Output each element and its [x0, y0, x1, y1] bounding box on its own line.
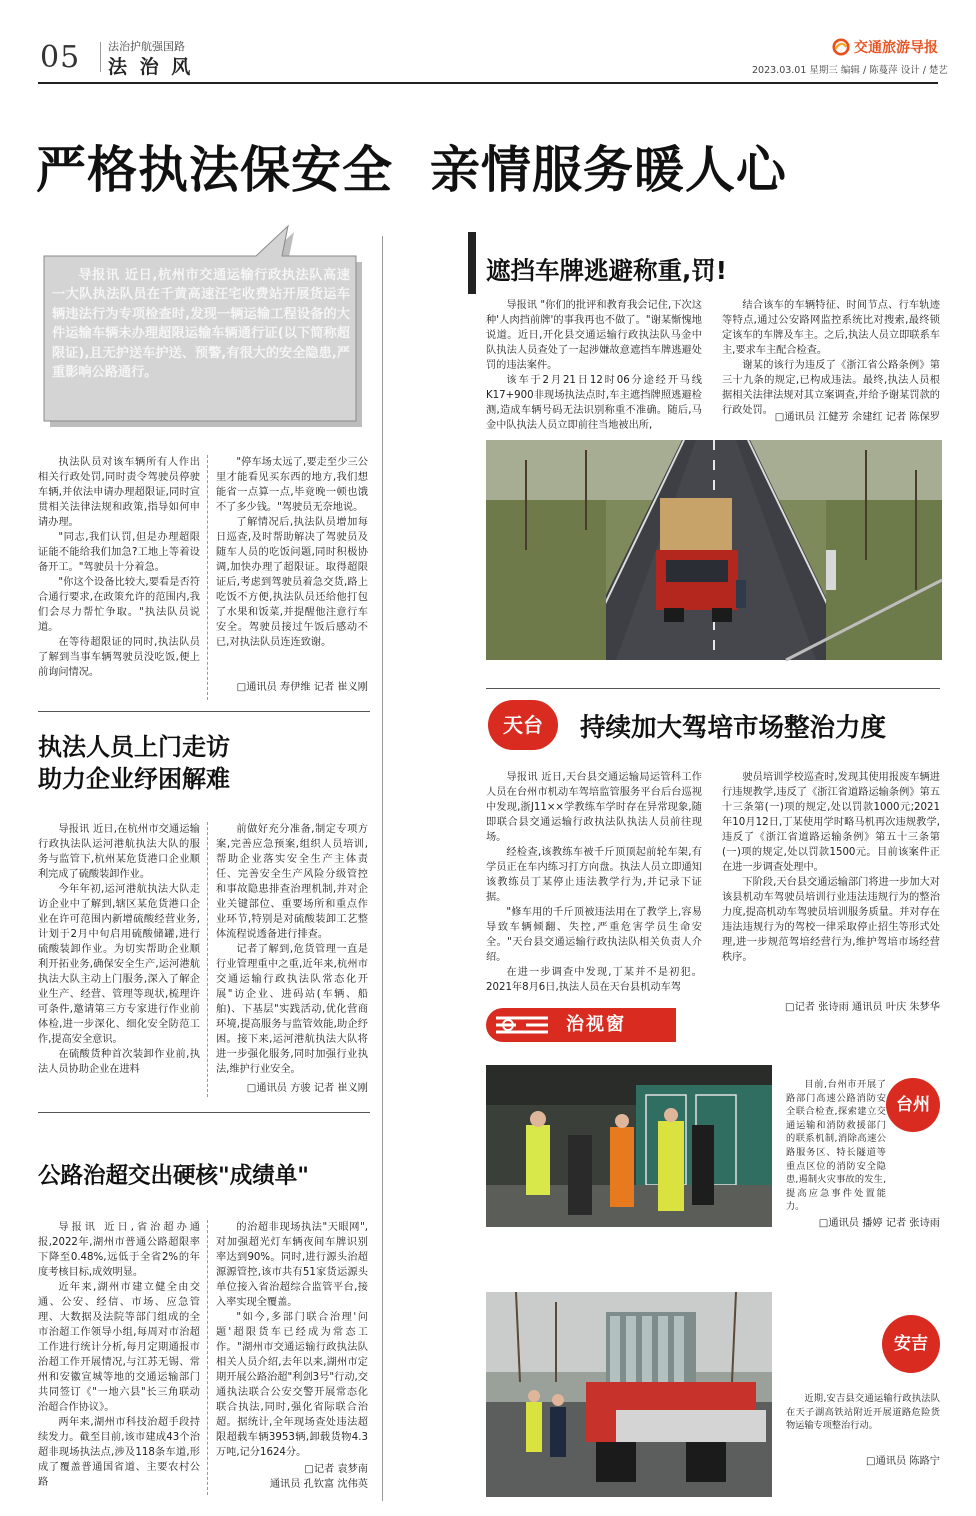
photo-window-icon	[486, 1008, 558, 1042]
story5-paragraph: 下阶段,天台县交通运输部门将进一步加大对该县机动车驾驶员培训行业违法违规行为的整治力度,提高机动车驾驶员培训服务质量。并对存在违法违规行为的驾校一律采取停止招生等形式处理,进一步规范驾培经营行为,维护驾培市场经营秩序。	[722, 877, 940, 963]
story1-paragraph: 了解情况后,执法队员增加每日巡查,及时帮助解决了驾驶员及随车人员的吃饭问题,同时积极协调,加快办理了超限证。取得超限证后,考虑到驾驶员着急交货,路上吃饭不方便,执法队员还给他打包了水果和饭菜,并提醒他注意行车安全。驾驶员接过午饭后感动不已,对执法队员连连致谢。	[216, 517, 368, 648]
story3-credit	[216, 1462, 368, 1492]
hazmat-truck-photo	[486, 1292, 772, 1497]
taizhou-text: 目前,台州市开展了路部门高速公路消防安全联合检查,探索建立交通运输和消防救援部门的联系机制,消除高速公路服务区、特长隧道等重点区位的消防安全隐患,遏制火灾事故的发生,提高应急事件处置能力。	[786, 1079, 886, 1213]
story5-credit: □记者 张诗雨 通讯员 叶庆 朱梦华	[784, 1002, 940, 1013]
story2-paragraph: 今年年初,运河港航执法大队走访企业中了解到,辖区某危货港口企业在许可范围内新增硫酸经营业务,计划于2月中旬启用硫酸储罐,进行硫酸装卸作业。为切实帮助企业顺利开拓业务,确保安全生产,运河港航执法大队主动上门服务,深入了解企业生产、经营、管理等现状,梳理许可条件,邀请第三方专家进行作业前体检,进一步深化、细化安全防范工作,提高安全意识。	[38, 884, 200, 1045]
story4-title: 遮挡车牌逃避称重,罚!	[486, 256, 727, 285]
story4-paragraph: 结合该车的车辆特征、时间节点、行车轨迹等特点,通过公安路网监控系统比对搜索,最终锁定该车的车牌及车主。之后,执法人员立即联系车主,要求车主配合检查。	[722, 300, 940, 356]
story3-paragraph: "如今,多部门联合治理'问题'超限货车已经成为常态工作。"湖州市交通运输行政执法队相关人员介绍,去年以来,湖州市定期开展公路治超"利剑3号"行动,交通执法联合公安交警开展常态化联合执法,同时,强化省际联合治超。据统计,全年现场查处违法超限超载车辆3953辆,卸载货物4.3万吨,记分1624分。	[216, 1312, 368, 1458]
story4-paragraph: 导报讯 "你们的批评和教育我会记住,下次这种'人肉挡前牌'的事我再也不做了。"谢某惭愧地说道。近日,开化县交通运输行政执法队马金中队执法人员查处了一起涉嫌故意遮挡车牌逃避处罚的违法案件。	[486, 300, 702, 371]
story1-paragraph: "同志,我们认罚,但是办理超限证能不能给我们加急?工地上等着设备开工。"驾驶员十分着急。	[38, 532, 200, 573]
story2-title-line: 执法人员上门走访	[38, 733, 230, 761]
story3-title: 公路治超交出硬核"成绩单"	[38, 1163, 309, 1189]
story2-paragraph: 前做好充分准备,制定专项方案,完善应急预案,组织人员培训,帮助企业落实安全生产主体责任、完善安全生产风险分级管控和事故隐患排查治理机制,并对企业关键部位、重要场所和重点作业环节,特别是对硫酸装卸工艺整体流程说透备进行排查。	[216, 824, 368, 940]
story1-col2	[216, 455, 368, 675]
story1-credit: □通讯员 寿伊维 记者 崔义刚	[236, 682, 368, 693]
page-number: 05	[40, 40, 81, 75]
story4-col2	[722, 298, 940, 416]
story2-col1	[38, 822, 200, 1102]
story4-credit: □通讯员 江健芳 余建红 记者 陈保罗	[774, 412, 940, 423]
story3-col1	[38, 1220, 200, 1498]
story5-title: 持续加大驾培市场整治力度	[580, 713, 887, 743]
story3-col2	[216, 1220, 368, 1460]
story3-paragraph: 导报讯 近日,省治超办通报,2022年,湖州市普通公路超限率下降至0.48%,远低于全省2%的年度考核目标,成效明显。	[38, 1222, 200, 1278]
section-title: 法 治 风	[108, 56, 194, 78]
story4-paragraph: 谢某的该行为违反了《浙江省公路条例》第三十九条的规定,已构成违法。最终,执法人员根据相关法律法规对其立案调查,并给予谢某罚款的行政处罚。	[722, 360, 940, 416]
story1-col1	[38, 455, 200, 695]
story1-paragraph: "你这个设备比较大,要看是否符合通行要求,在政策允许的范围内,我们会尽力帮忙争取。"执法队员说道。	[38, 577, 200, 633]
main-headline: 严格执法保安全 亲情服务暖人心	[36, 141, 787, 199]
brand-logo-text: 交通旅游导报	[854, 40, 938, 56]
tiantai-badge: 天台	[488, 700, 558, 750]
story2-paragraph: 在硫酸货种首次装卸作业前,执法人员协助企业在进料	[38, 1049, 200, 1075]
date-line: 2023.03.01 星期三 编辑 / 陈蔓萍 设计 / 楚艺	[752, 65, 948, 76]
brand-logo-icon	[832, 38, 850, 56]
story1-paragraph: 在等待超限证的同时,执法队员了解到当事车辆驾驶员没吃饭,便上前询问情况。	[38, 637, 200, 678]
lead-text: 导报讯 近日,杭州市交通运输行政执法队高速一大队执法队员在千黄高速汪宅收费站开展货运车辆违法行为专项检查时,发现一辆运输工程设备的大件运输车辆未办理超限运输车辆通行证(以下简称超限证),且无护送车护送、预警,有很大的安全隐患,严重影响公路通行。	[52, 268, 350, 381]
brand-logo	[832, 36, 952, 58]
taizhou-badge: 台州	[886, 1078, 940, 1132]
story5-paragraph: 在进一步调查中发现,丁某并不是初犯。2021年8月6日,执法人员在天台县机动车驾	[486, 967, 702, 993]
truck-road-photo	[486, 440, 942, 660]
story3-paragraph: 近年来,湖州市建立健全由交通、公安、经信、市场、应急管理、大数据及法院等部门组成的全市治超工作领导小组,每周对市治超工作进行统计分析,每月定期通报市治超工作开展情况,与江苏无锡、常州和安徽宣城等地的交通运输部门共同签订《"一地六县"长三角联动治超合作协议》。	[38, 1282, 200, 1413]
story5-paragraph: "修车用的千斤顶被违法用在了教学上,容易导致车辆倾翻、失控,严重危害学员生命安全。"天台县交通运输行政执法队相关负责人介绍。	[486, 907, 702, 963]
story2-paragraph: 记者了解到,危货管理一直是行业管理重中之重,近年来,杭州市交通运输行政执法队常态化开展"访企业、进码站(车辆、船舶)、下基层"实践活动,优化营商环境,提高服务与监管效能,助企纾困。接下来,运河港航执法大队将进一步强化服务,同时加强行业执法,维护行业安全。	[216, 944, 368, 1075]
story5-paragraph: 经检查,该教练车被千斤顶顶起前轮车架,有学员正在车内练习打方向盘。执法人员立即通知该教练员丁某停止违法教学行为,并记录下证据。	[486, 847, 702, 903]
story4-col1	[486, 298, 702, 436]
tunnel-inspection-photo	[486, 1065, 772, 1227]
story4-title-bar	[468, 232, 476, 294]
story5-paragraph: 驶员培训学校巡查时,发现其使用报废车辆进行违规教学,违反了《浙江省道路运输条例》第五十三条第(一)项的规定,处以罚款1000元;2021年10月12日,丁某使用学时略马机再次违规教学,违反了《浙江省道路运输条例》第五十三条第(一)项的规定,处以罚款1500元。目前该案件正在进一步调查处理中。	[722, 772, 940, 873]
story3-credit-line: □记者 袁梦南	[304, 1464, 368, 1475]
story4-paragraph: 该车于2月21日12时06分途经开马线K17+900非现场执法点时,车主遮挡牌照逃避检测,造成车辆号码无法识别称重不准确。随后,马金中队执法人员立即前往当地被出所,	[486, 375, 702, 431]
story5-paragraph: 导报讯 近日,天台县交通运输局运管科工作人员在台州市机动车驾培监管服务平台后台巡视中发现,浙J11××学教练车学时存在异常现象,随即联合县交通运输行政执法队执法人员前往现场。	[486, 772, 702, 843]
story2-paragraph: 导报讯 近日,在杭州市交通运输行政执法队运河港航执法大队的服务与监管下,杭州某危货港口企业顺利完成了硫酸装卸作业。	[38, 824, 200, 880]
zhi-glyph-icon	[486, 1008, 558, 1042]
story3-credit-line: 通讯员 孔钦富 沈伟英	[269, 1479, 368, 1490]
anji-credit: □通讯员 陈路宁	[866, 1456, 940, 1467]
story1-paragraph: "停车场太远了,要走至少三公里才能看见买东西的地方,我们想能省一点算一点,毕竟晚一顿也饿不了多少钱。"驾驶员无奈地说。	[216, 457, 368, 513]
story3-paragraph: 的治超非现场执法"天眼网",对加强超光灯车辆夜间车牌识别率达到90%。同时,进行源头治超源源管控,该市共有51家货运源头单位接入省治超综合监管平台,接入率实现全覆盖。	[216, 1222, 368, 1308]
photo-window-label: 治视窗	[558, 1008, 676, 1042]
header-slogan: 法治护航强国路	[108, 40, 185, 53]
anji-badge: 安吉	[882, 1315, 940, 1373]
story2-title	[38, 731, 368, 795]
taizhou-credit: □通讯员 播婷 记者 张诗雨	[818, 1218, 940, 1229]
story2-title-line: 助力企业纾困解难	[38, 765, 230, 793]
lead-box	[34, 226, 374, 431]
anji-text: 近期,安吉县交通运输行政执法队在天子湖高铁站附近开展道路危险货物运输专项整治行动。	[786, 1393, 940, 1432]
story2-credit: □通讯员 方骏 记者 崔义刚	[246, 1083, 368, 1094]
photo-window-banner	[486, 1008, 676, 1042]
story3-paragraph: 两年来,湖州市科技治超手段持续发力。截至目前,该市建成43个治超非现场执法点,涉及118条车道,形成了覆盖普通国省道、主要农村公路	[38, 1417, 200, 1488]
story2-col2	[216, 822, 368, 1077]
story5-col1	[486, 770, 702, 1015]
story1-paragraph: 执法队员对该车辆所有人作出相关行政处罚,同时责令驾驶员停驶车辆,并依法申请办理超限证,同时宣贯相关法律法规和政策,指导如何申请办理。	[38, 457, 200, 528]
story5-col2	[722, 770, 940, 1000]
